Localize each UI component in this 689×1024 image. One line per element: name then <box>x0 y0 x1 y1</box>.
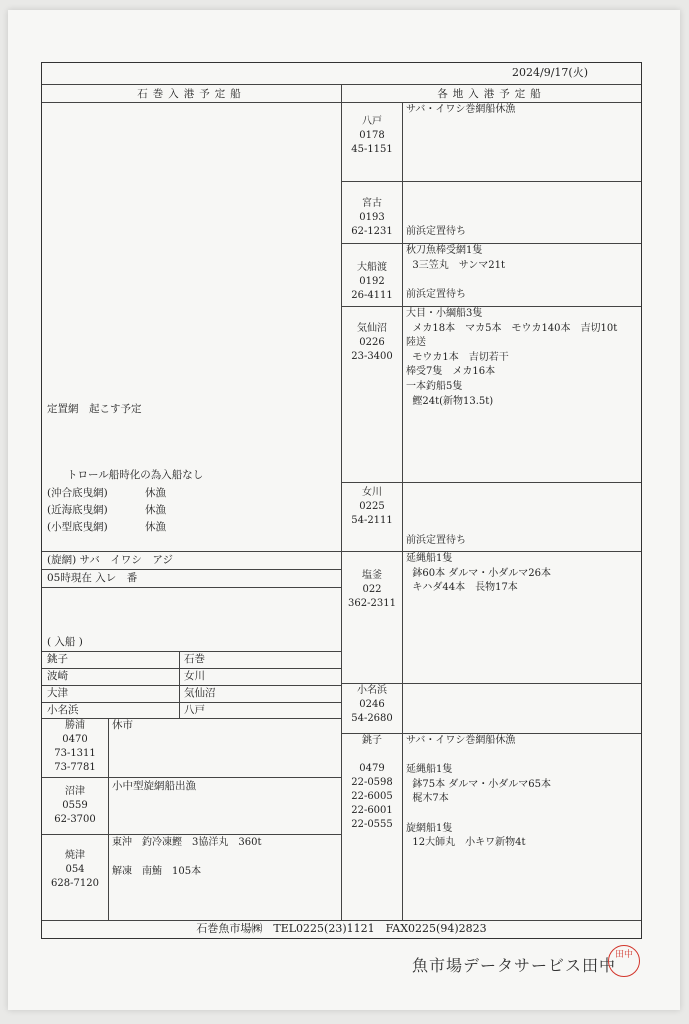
miyako-note: 前浜定置待ち <box>406 226 466 237</box>
yaizu-note: 東沖 釣冷凍鰹 3協洋丸 360t 解凍 南鮪 105本 <box>112 837 262 878</box>
trawl-status-2: 休漁 <box>145 504 166 516</box>
port-numazu: 沼津 0559 62-3700 <box>54 786 96 825</box>
trawl-status-1: 休漁 <box>145 487 166 499</box>
report-date: 2024/9/17(火) <box>512 66 588 79</box>
arrival-to-1: 石巻 <box>184 653 205 665</box>
report-table <box>41 62 642 939</box>
trawl-label-1: (沖合底曳網) <box>47 487 108 499</box>
shiogama-note: 延縄船1隻 鉢60本 ダルマ・小ダルマ26本 キハダ44本 長物17本 <box>406 553 551 594</box>
choshi-note: サバ・イワシ巻網船休漁 延縄船1隻 鉢75本 ダルマ・小ダルマ65本 梶木7本 旋網船1隻 12大師丸 小キワ新物4t <box>406 735 551 849</box>
seine-title: (旋網) サバ イワシ アジ <box>47 554 173 566</box>
port-hachinohe: 八戸 0178 45-1151 <box>351 116 393 155</box>
arrival-from-4: 小名浜 <box>47 704 79 716</box>
port-kesennuma: 気仙沼 0226 23-3400 <box>351 323 393 362</box>
left-header: 石巻入港予定船 <box>137 88 246 100</box>
right-header: 各地入港予定船 <box>437 88 546 100</box>
port-katsuura: 勝浦 0470 73-1311 73-7781 <box>54 720 96 773</box>
kesennuma-note: 大目・小綱船3隻 メカ18本 マカ5本 モウカ140本 吉切10t 陸送 モウカ1本 吉切若干 棒受7隻 メカ16本 一本釣船5隻 鰹24t(新物13.5t) <box>406 308 618 407</box>
seine-status: 05時現在 入レ 番 <box>47 572 138 584</box>
port-onahama: 小名浜 0246 54-2680 <box>351 685 393 724</box>
arrival-to-4: 八戸 <box>184 704 205 716</box>
arrival-from-3: 大津 <box>47 687 68 699</box>
trawl-label-3: (小型底曳網) <box>47 521 108 533</box>
trawl-note: トロール船時化の為入船なし <box>67 469 204 481</box>
port-ofunato: 大船渡 0192 26-4111 <box>351 262 393 301</box>
arrival-from-2: 波崎 <box>47 670 68 682</box>
arrival-from-1: 銚子 <box>47 653 68 665</box>
trawl-status-3: 休漁 <box>145 521 166 533</box>
hachinohe-note: サバ・イワシ巻網船休漁 <box>406 104 516 115</box>
port-choshi: 銚子 0479 22-0598 22-6005 22-6001 22-0555 <box>351 735 393 830</box>
port-onagawa: 女川 0225 54-2111 <box>351 487 393 526</box>
ofunato-note: 秋刀魚棒受網1隻 3三笠丸 サンマ21t 前浜定置待ち <box>406 245 505 300</box>
port-yaizu: 焼津 054 628-7120 <box>51 850 99 889</box>
signature: 魚市場データサービス田中 <box>412 956 617 975</box>
arrival-to-2: 女川 <box>184 670 205 682</box>
fixed-net-note: 定置網 起こす予定 <box>47 403 142 415</box>
seal-stamp: 田中 <box>608 945 640 977</box>
port-miyako: 宮古 0193 62-1231 <box>351 198 393 237</box>
katsuura-note: 休市 <box>112 719 133 731</box>
onagawa-note: 前浜定置待ち <box>406 535 466 546</box>
arrival-to-3: 気仙沼 <box>184 687 216 699</box>
trawl-label-2: (近海底曳網) <box>47 504 108 516</box>
footer-contact: 石巻魚市場㈱ TEL0225(23)1121 FAX0225(94)2823 <box>196 922 487 935</box>
arrivals-label: ( 入船 ) <box>47 636 83 648</box>
numazu-note: 小中型旋網船出漁 <box>112 780 196 792</box>
port-shiogama: 塩釜 022 362-2311 <box>348 570 396 609</box>
